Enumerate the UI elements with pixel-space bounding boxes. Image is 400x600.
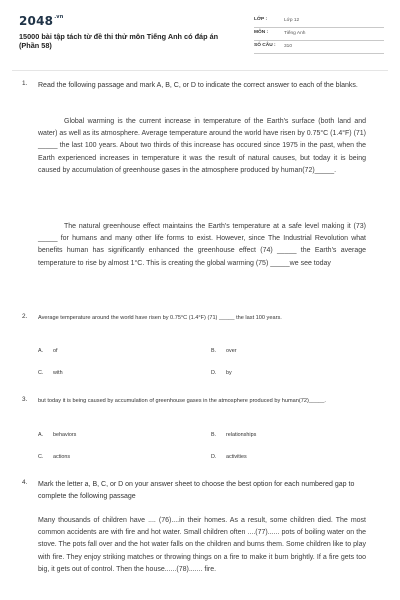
question-prompt: Mark the letter a, B, C, or D on your answer sheet to choose the best option for each numbered gap to complete the following passage — [38, 481, 355, 500]
option-text: relationships — [226, 432, 257, 438]
meta-row-subject — [254, 28, 384, 41]
option-b[interactable] — [211, 348, 237, 354]
passage-paragraph-3: Many thousands of children have .... (76)....in their homes. As a result, some children died. The most common accidents are with fire and hot water. Small children often ....(77)...... pots of boiling water on the stove. The pots fall over and the hot water falls on the children and burns them. Some children like to play with fire. They enjoy striking matches or throwing things on a fire to make it burn brightly. If a fire gets too big, it gets out of control. Then the house......(78)....... fire. — [38, 517, 366, 573]
meta-value: 310 — [284, 43, 293, 49]
question-number: 3. — [22, 396, 28, 403]
option-c[interactable] — [38, 454, 70, 460]
option-letter: D. — [211, 370, 217, 376]
meta-value: Tiếng Anh — [284, 30, 306, 36]
site-logo[interactable]: $2048^{.vn}$ — [19, 14, 64, 28]
meta-label: LỚP : — [254, 17, 268, 22]
option-letter: D. — [211, 454, 217, 460]
passage-paragraph-2: The natural greenhouse effect maintains the Earth's temperature at a safe level making it (73) _____ for humans and many other life forms to exist. However, since The Industrial Revolution what benefits human has significantly enhanced the greenhouse effect (74) _____ the Earth's average temperature to rise by almost 1°C. This is creating the global warming (75) _____we see today — [38, 223, 366, 267]
option-text: with — [53, 370, 63, 376]
option-text: actions — [53, 454, 71, 460]
question-number: 1. — [22, 80, 28, 87]
question-prompt: Average temperature around the world have risen by 0.75°C (1.4°F) (71) _____ the last 100 years. — [38, 315, 282, 321]
meta-value: Lớp 12 — [284, 17, 300, 23]
document-title: 15000 bài tập tách từ đề thi thử môn Tiếng Anh có đáp án (Phần 58) — [19, 32, 219, 50]
option-d[interactable] — [211, 370, 232, 376]
meta-label: SỐ CÂU : — [254, 43, 276, 48]
page-header — [0, 0, 400, 62]
option-d[interactable] — [211, 454, 247, 460]
option-text: over — [226, 348, 237, 354]
meta-info — [254, 15, 384, 54]
option-text: behaviors — [53, 432, 77, 438]
meta-row-class — [254, 15, 384, 28]
option-a[interactable] — [38, 348, 58, 354]
question-prompt: Read the following passage and mark A, B, C, or D to indicate the correct answer to each of the blanks. — [38, 82, 358, 89]
option-letter: C. — [38, 454, 44, 460]
meta-row-count — [254, 41, 384, 54]
question-number: 4. — [22, 479, 28, 486]
option-letter: B. — [211, 432, 217, 438]
option-c[interactable] — [38, 370, 63, 376]
option-text: of — [53, 348, 58, 354]
question-prompt: but today it is being caused by accumulation of greenhouse gases in the atmosphere produced by human(72)_____. — [38, 398, 326, 404]
option-text: activities — [226, 454, 247, 460]
option-a[interactable] — [38, 432, 76, 438]
question-number: 2. — [22, 313, 28, 320]
option-letter: A. — [38, 432, 44, 438]
option-letter: A. — [38, 348, 44, 354]
passage-paragraph-1: Global warming is the current increase in temperature of the Earth's surface (both land and water) as well as its atmosphere. Average temperature around the world have risen by 0.75°C (1.4°F) (71) _____ the last 100 years. About two thirds of this increase has occured since 1975 in the past, when the Earth experienced increases in temperature it was the result of natural causes, but today it is being caused by accumulation of greenhouse gases in the atmosphere produced by human(72)_____. — [38, 118, 367, 174]
option-letter: B. — [211, 348, 217, 354]
option-text: by — [226, 370, 232, 376]
option-letter: C. — [38, 370, 44, 376]
meta-label: MÔN : — [254, 30, 269, 35]
option-b[interactable] — [211, 432, 256, 438]
